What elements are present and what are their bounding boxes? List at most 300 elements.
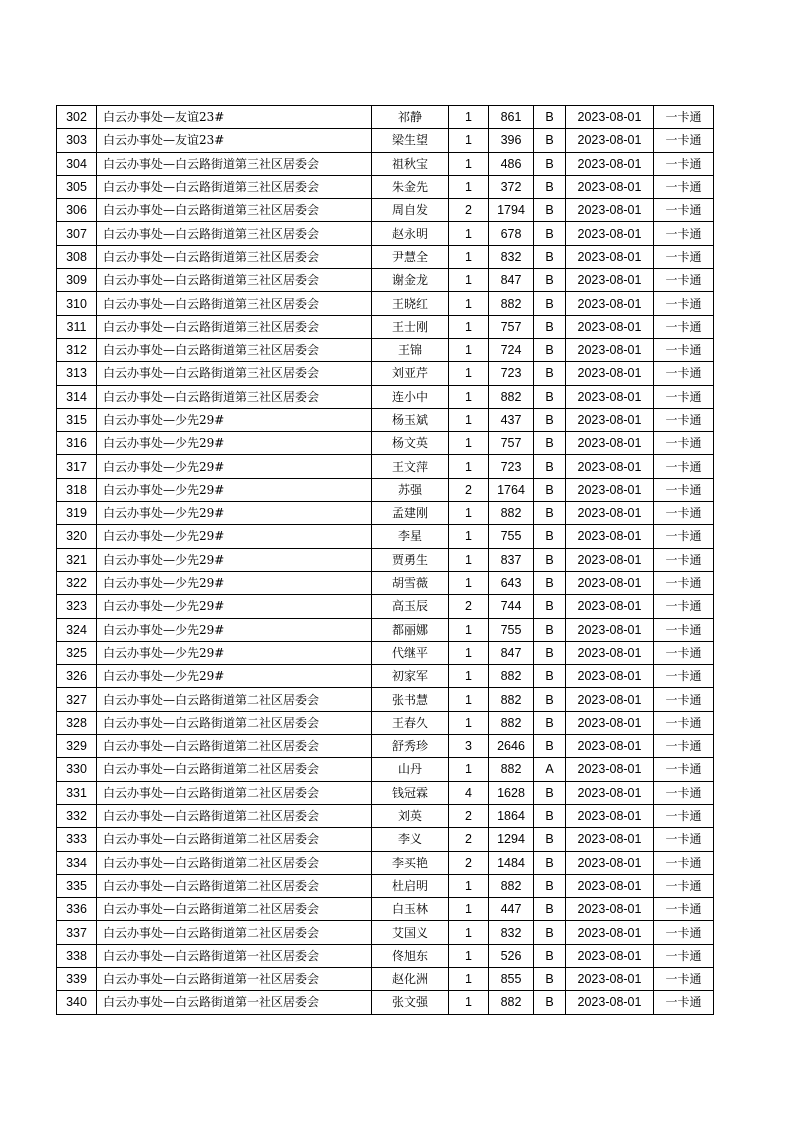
amount-cell: 882: [489, 874, 534, 897]
household-count-cell: 1: [449, 455, 489, 478]
row-number-cell: 338: [57, 944, 97, 967]
person-name-cell: 李星: [372, 525, 449, 548]
organization-cell: 白云办事处—白云路街道第二社区居委会: [97, 828, 372, 851]
organization-cell: 白云办事处—白云路街道第二社区居委会: [97, 688, 372, 711]
payment-method-cell: 一卡通: [654, 338, 714, 361]
person-name-cell: 杜启明: [372, 874, 449, 897]
household-count-cell: 1: [449, 129, 489, 152]
row-number-cell: 340: [57, 991, 97, 1014]
row-number-cell: 321: [57, 548, 97, 571]
payment-method-cell: 一卡通: [654, 828, 714, 851]
person-name-cell: 孟建刚: [372, 502, 449, 525]
amount-cell: 882: [489, 758, 534, 781]
payment-method-cell: 一卡通: [654, 944, 714, 967]
organization-cell: 白云办事处—少先29#: [97, 408, 372, 431]
organization-cell: 白云办事处—少先29#: [97, 595, 372, 618]
row-number-cell: 320: [57, 525, 97, 548]
row-number-cell: 336: [57, 898, 97, 921]
date-cell: 2023-08-01: [566, 152, 654, 175]
payment-method-cell: 一卡通: [654, 665, 714, 688]
person-name-cell: 王锦: [372, 338, 449, 361]
person-name-cell: 杨玉斌: [372, 408, 449, 431]
household-count-cell: 1: [449, 106, 489, 129]
row-number-cell: 305: [57, 175, 97, 198]
row-number-cell: 325: [57, 641, 97, 664]
amount-cell: 678: [489, 222, 534, 245]
date-cell: 2023-08-01: [566, 874, 654, 897]
payment-method-cell: 一卡通: [654, 898, 714, 921]
row-number-cell: 317: [57, 455, 97, 478]
table-row: [57, 292, 714, 315]
organization-cell: 白云办事处—白云路街道第三社区居委会: [97, 175, 372, 198]
amount-cell: 643: [489, 571, 534, 594]
row-number-cell: 330: [57, 758, 97, 781]
table-row: [57, 548, 714, 571]
household-count-cell: 1: [449, 175, 489, 198]
organization-cell: 白云办事处—白云路街道第一社区居委会: [97, 967, 372, 990]
household-count-cell: 1: [449, 944, 489, 967]
amount-cell: 437: [489, 408, 534, 431]
household-count-cell: 2: [449, 851, 489, 874]
organization-cell: 白云办事处—少先29#: [97, 618, 372, 641]
category-cell: B: [534, 735, 566, 758]
payment-method-cell: 一卡通: [654, 478, 714, 501]
person-name-cell: 王文萍: [372, 455, 449, 478]
category-cell: B: [534, 944, 566, 967]
person-name-cell: 佟旭东: [372, 944, 449, 967]
payment-method-cell: 一卡通: [654, 362, 714, 385]
household-count-cell: 1: [449, 921, 489, 944]
date-cell: 2023-08-01: [566, 269, 654, 292]
amount-cell: 1628: [489, 781, 534, 804]
household-count-cell: 1: [449, 338, 489, 361]
category-cell: B: [534, 688, 566, 711]
table-row: [57, 106, 714, 129]
organization-cell: 白云办事处—少先29#: [97, 502, 372, 525]
row-number-cell: 308: [57, 245, 97, 268]
payment-method-cell: 一卡通: [654, 804, 714, 827]
person-name-cell: 都丽娜: [372, 618, 449, 641]
amount-cell: 2646: [489, 735, 534, 758]
payment-method-cell: 一卡通: [654, 245, 714, 268]
table-row: [57, 851, 714, 874]
category-cell: B: [534, 362, 566, 385]
payment-method-cell: 一卡通: [654, 571, 714, 594]
category-cell: B: [534, 432, 566, 455]
date-cell: 2023-08-01: [566, 129, 654, 152]
date-cell: 2023-08-01: [566, 758, 654, 781]
row-number-cell: 339: [57, 967, 97, 990]
category-cell: B: [534, 338, 566, 361]
amount-cell: 837: [489, 548, 534, 571]
payment-method-cell: 一卡通: [654, 921, 714, 944]
category-cell: B: [534, 991, 566, 1014]
date-cell: 2023-08-01: [566, 315, 654, 338]
payment-method-cell: 一卡通: [654, 222, 714, 245]
row-number-cell: 333: [57, 828, 97, 851]
payment-method-cell: 一卡通: [654, 385, 714, 408]
date-cell: 2023-08-01: [566, 898, 654, 921]
row-number-cell: 316: [57, 432, 97, 455]
date-cell: 2023-08-01: [566, 362, 654, 385]
person-name-cell: 李买艳: [372, 851, 449, 874]
table-row: [57, 595, 714, 618]
payment-method-cell: 一卡通: [654, 618, 714, 641]
payment-method-cell: 一卡通: [654, 711, 714, 734]
household-count-cell: 1: [449, 292, 489, 315]
organization-cell: 白云办事处—少先29#: [97, 525, 372, 548]
organization-cell: 白云办事处—少先29#: [97, 548, 372, 571]
amount-cell: 832: [489, 921, 534, 944]
table-row: [57, 175, 714, 198]
amount-cell: 882: [489, 502, 534, 525]
organization-cell: 白云办事处—白云路街道第三社区居委会: [97, 199, 372, 222]
person-name-cell: 白玉林: [372, 898, 449, 921]
table-row: [57, 665, 714, 688]
amount-cell: 882: [489, 385, 534, 408]
household-count-cell: 2: [449, 199, 489, 222]
row-number-cell: 311: [57, 315, 97, 338]
person-name-cell: 张书慧: [372, 688, 449, 711]
category-cell: B: [534, 711, 566, 734]
table-row: [57, 455, 714, 478]
person-name-cell: 代继平: [372, 641, 449, 664]
household-count-cell: 2: [449, 478, 489, 501]
date-cell: 2023-08-01: [566, 828, 654, 851]
row-number-cell: 331: [57, 781, 97, 804]
payment-method-cell: 一卡通: [654, 967, 714, 990]
row-number-cell: 335: [57, 874, 97, 897]
amount-cell: 861: [489, 106, 534, 129]
row-number-cell: 327: [57, 688, 97, 711]
payment-method-cell: 一卡通: [654, 106, 714, 129]
category-cell: B: [534, 548, 566, 571]
date-cell: 2023-08-01: [566, 851, 654, 874]
row-number-cell: 307: [57, 222, 97, 245]
person-name-cell: 梁生望: [372, 129, 449, 152]
household-count-cell: 1: [449, 502, 489, 525]
organization-cell: 白云办事处—白云路街道第二社区居委会: [97, 898, 372, 921]
category-cell: B: [534, 478, 566, 501]
payment-method-cell: 一卡通: [654, 641, 714, 664]
category-cell: B: [534, 665, 566, 688]
payment-method-cell: 一卡通: [654, 455, 714, 478]
household-count-cell: 4: [449, 781, 489, 804]
household-count-cell: 1: [449, 991, 489, 1014]
person-name-cell: 周自发: [372, 199, 449, 222]
date-cell: 2023-08-01: [566, 385, 654, 408]
payment-method-cell: 一卡通: [654, 874, 714, 897]
household-count-cell: 2: [449, 828, 489, 851]
payment-method-cell: 一卡通: [654, 548, 714, 571]
organization-cell: 白云办事处—白云路街道第三社区居委会: [97, 362, 372, 385]
payment-method-cell: 一卡通: [654, 525, 714, 548]
organization-cell: 白云办事处—少先29#: [97, 641, 372, 664]
table-row: [57, 898, 714, 921]
organization-cell: 白云办事处—少先29#: [97, 455, 372, 478]
household-count-cell: 1: [449, 152, 489, 175]
row-number-cell: 303: [57, 129, 97, 152]
table-row: [57, 874, 714, 897]
table-row: [57, 618, 714, 641]
row-number-cell: 318: [57, 478, 97, 501]
date-cell: 2023-08-01: [566, 432, 654, 455]
person-name-cell: 王晓红: [372, 292, 449, 315]
category-cell: B: [534, 292, 566, 315]
person-name-cell: 刘亚芹: [372, 362, 449, 385]
household-count-cell: 2: [449, 804, 489, 827]
amount-cell: 486: [489, 152, 534, 175]
category-cell: B: [534, 618, 566, 641]
category-cell: B: [534, 245, 566, 268]
organization-cell: 白云办事处—白云路街道第三社区居委会: [97, 315, 372, 338]
date-cell: 2023-08-01: [566, 618, 654, 641]
row-number-cell: 324: [57, 618, 97, 641]
household-count-cell: 1: [449, 548, 489, 571]
category-cell: B: [534, 129, 566, 152]
payment-method-cell: 一卡通: [654, 781, 714, 804]
household-count-cell: 1: [449, 525, 489, 548]
roster-table: [56, 105, 714, 1015]
person-name-cell: 舒秀珍: [372, 735, 449, 758]
organization-cell: 白云办事处—白云路街道第三社区居委会: [97, 269, 372, 292]
row-number-cell: 314: [57, 385, 97, 408]
table-row: [57, 735, 714, 758]
row-number-cell: 312: [57, 338, 97, 361]
category-cell: B: [534, 525, 566, 548]
household-count-cell: 1: [449, 245, 489, 268]
amount-cell: 1294: [489, 828, 534, 851]
date-cell: 2023-08-01: [566, 571, 654, 594]
date-cell: 2023-08-01: [566, 245, 654, 268]
date-cell: 2023-08-01: [566, 688, 654, 711]
table-row: [57, 571, 714, 594]
household-count-cell: 1: [449, 222, 489, 245]
person-name-cell: 艾国义: [372, 921, 449, 944]
amount-cell: 723: [489, 362, 534, 385]
person-name-cell: 祁静: [372, 106, 449, 129]
date-cell: 2023-08-01: [566, 548, 654, 571]
amount-cell: 526: [489, 944, 534, 967]
household-count-cell: 1: [449, 432, 489, 455]
person-name-cell: 谢金龙: [372, 269, 449, 292]
date-cell: 2023-08-01: [566, 595, 654, 618]
organization-cell: 白云办事处—白云路街道第一社区居委会: [97, 991, 372, 1014]
category-cell: B: [534, 199, 566, 222]
category-cell: B: [534, 898, 566, 921]
amount-cell: 1794: [489, 199, 534, 222]
payment-method-cell: 一卡通: [654, 129, 714, 152]
person-name-cell: 初家军: [372, 665, 449, 688]
table-row: [57, 245, 714, 268]
person-name-cell: 李义: [372, 828, 449, 851]
payment-method-cell: 一卡通: [654, 595, 714, 618]
household-count-cell: 2: [449, 595, 489, 618]
row-number-cell: 322: [57, 571, 97, 594]
person-name-cell: 赵化洲: [372, 967, 449, 990]
date-cell: 2023-08-01: [566, 804, 654, 827]
organization-cell: 白云办事处—白云路街道第二社区居委会: [97, 735, 372, 758]
amount-cell: 396: [489, 129, 534, 152]
table-row: [57, 967, 714, 990]
row-number-cell: 329: [57, 735, 97, 758]
household-count-cell: 1: [449, 641, 489, 664]
organization-cell: 白云办事处—白云路街道第三社区居委会: [97, 245, 372, 268]
row-number-cell: 334: [57, 851, 97, 874]
date-cell: 2023-08-01: [566, 338, 654, 361]
date-cell: 2023-08-01: [566, 991, 654, 1014]
category-cell: B: [534, 315, 566, 338]
household-count-cell: 1: [449, 408, 489, 431]
category-cell: B: [534, 874, 566, 897]
table-row: [57, 781, 714, 804]
category-cell: B: [534, 269, 566, 292]
row-number-cell: 302: [57, 106, 97, 129]
person-name-cell: 尹慧全: [372, 245, 449, 268]
date-cell: 2023-08-01: [566, 944, 654, 967]
amount-cell: 1484: [489, 851, 534, 874]
household-count-cell: 1: [449, 898, 489, 921]
table-row: [57, 525, 714, 548]
table-row: [57, 478, 714, 501]
organization-cell: 白云办事处—白云路街道第二社区居委会: [97, 711, 372, 734]
date-cell: 2023-08-01: [566, 525, 654, 548]
amount-cell: 882: [489, 665, 534, 688]
table-row: [57, 432, 714, 455]
amount-cell: 882: [489, 292, 534, 315]
organization-cell: 白云办事处—少先29#: [97, 478, 372, 501]
table-row: [57, 362, 714, 385]
category-cell: B: [534, 175, 566, 198]
category-cell: B: [534, 222, 566, 245]
date-cell: 2023-08-01: [566, 106, 654, 129]
table-row: [57, 408, 714, 431]
date-cell: 2023-08-01: [566, 711, 654, 734]
organization-cell: 白云办事处—白云路街道第三社区居委会: [97, 292, 372, 315]
table-row: [57, 711, 714, 734]
household-count-cell: 1: [449, 362, 489, 385]
person-name-cell: 祖秋宝: [372, 152, 449, 175]
date-cell: 2023-08-01: [566, 735, 654, 758]
amount-cell: 847: [489, 269, 534, 292]
payment-method-cell: 一卡通: [654, 292, 714, 315]
category-cell: B: [534, 571, 566, 594]
table-row: [57, 921, 714, 944]
table-body: [57, 106, 714, 1015]
household-count-cell: 1: [449, 758, 489, 781]
organization-cell: 白云办事处—白云路街道第二社区居委会: [97, 851, 372, 874]
category-cell: B: [534, 385, 566, 408]
payment-method-cell: 一卡通: [654, 991, 714, 1014]
organization-cell: 白云办事处—白云路街道第三社区居委会: [97, 338, 372, 361]
organization-cell: 白云办事处—少先29#: [97, 432, 372, 455]
person-name-cell: 苏强: [372, 478, 449, 501]
organization-cell: 白云办事处—少先29#: [97, 665, 372, 688]
organization-cell: 白云办事处—少先29#: [97, 571, 372, 594]
amount-cell: 755: [489, 525, 534, 548]
row-number-cell: 326: [57, 665, 97, 688]
table-row: [57, 641, 714, 664]
category-cell: B: [534, 851, 566, 874]
household-count-cell: 1: [449, 269, 489, 292]
person-name-cell: 王士刚: [372, 315, 449, 338]
organization-cell: 白云办事处—白云路街道第二社区居委会: [97, 758, 372, 781]
table-row: [57, 828, 714, 851]
household-count-cell: 1: [449, 711, 489, 734]
row-number-cell: 313: [57, 362, 97, 385]
payment-method-cell: 一卡通: [654, 735, 714, 758]
payment-method-cell: 一卡通: [654, 408, 714, 431]
person-name-cell: 贾勇生: [372, 548, 449, 571]
payment-method-cell: 一卡通: [654, 175, 714, 198]
organization-cell: 白云办事处—白云路街道第三社区居委会: [97, 385, 372, 408]
category-cell: B: [534, 641, 566, 664]
amount-cell: 372: [489, 175, 534, 198]
person-name-cell: 刘英: [372, 804, 449, 827]
payment-method-cell: 一卡通: [654, 199, 714, 222]
amount-cell: 1764: [489, 478, 534, 501]
row-number-cell: 304: [57, 152, 97, 175]
organization-cell: 白云办事处—白云路街道第一社区居委会: [97, 944, 372, 967]
date-cell: 2023-08-01: [566, 921, 654, 944]
household-count-cell: 1: [449, 688, 489, 711]
amount-cell: 744: [489, 595, 534, 618]
person-name-cell: 钱冠霖: [372, 781, 449, 804]
amount-cell: 855: [489, 967, 534, 990]
person-name-cell: 连小中: [372, 385, 449, 408]
table-row: [57, 944, 714, 967]
table-row: [57, 502, 714, 525]
row-number-cell: 310: [57, 292, 97, 315]
date-cell: 2023-08-01: [566, 478, 654, 501]
date-cell: 2023-08-01: [566, 292, 654, 315]
payment-method-cell: 一卡通: [654, 315, 714, 338]
category-cell: B: [534, 781, 566, 804]
amount-cell: 723: [489, 455, 534, 478]
household-count-cell: 1: [449, 385, 489, 408]
category-cell: B: [534, 595, 566, 618]
household-count-cell: 1: [449, 315, 489, 338]
table-row: [57, 315, 714, 338]
organization-cell: 白云办事处—白云路街道第二社区居委会: [97, 804, 372, 827]
category-cell: B: [534, 828, 566, 851]
payment-method-cell: 一卡通: [654, 432, 714, 455]
organization-cell: 白云办事处—友谊23#: [97, 106, 372, 129]
household-count-cell: 3: [449, 735, 489, 758]
date-cell: 2023-08-01: [566, 408, 654, 431]
payment-method-cell: 一卡通: [654, 688, 714, 711]
household-count-cell: 1: [449, 874, 489, 897]
date-cell: 2023-08-01: [566, 199, 654, 222]
date-cell: 2023-08-01: [566, 222, 654, 245]
amount-cell: 724: [489, 338, 534, 361]
date-cell: 2023-08-01: [566, 967, 654, 990]
person-name-cell: 高玉辰: [372, 595, 449, 618]
category-cell: B: [534, 967, 566, 990]
category-cell: B: [534, 106, 566, 129]
amount-cell: 757: [489, 432, 534, 455]
household-count-cell: 1: [449, 967, 489, 990]
organization-cell: 白云办事处—白云路街道第二社区居委会: [97, 921, 372, 944]
row-number-cell: 306: [57, 199, 97, 222]
category-cell: B: [534, 152, 566, 175]
organization-cell: 白云办事处—白云路街道第三社区居委会: [97, 152, 372, 175]
date-cell: 2023-08-01: [566, 175, 654, 198]
date-cell: 2023-08-01: [566, 781, 654, 804]
category-cell: B: [534, 804, 566, 827]
person-name-cell: 王春久: [372, 711, 449, 734]
row-number-cell: 337: [57, 921, 97, 944]
